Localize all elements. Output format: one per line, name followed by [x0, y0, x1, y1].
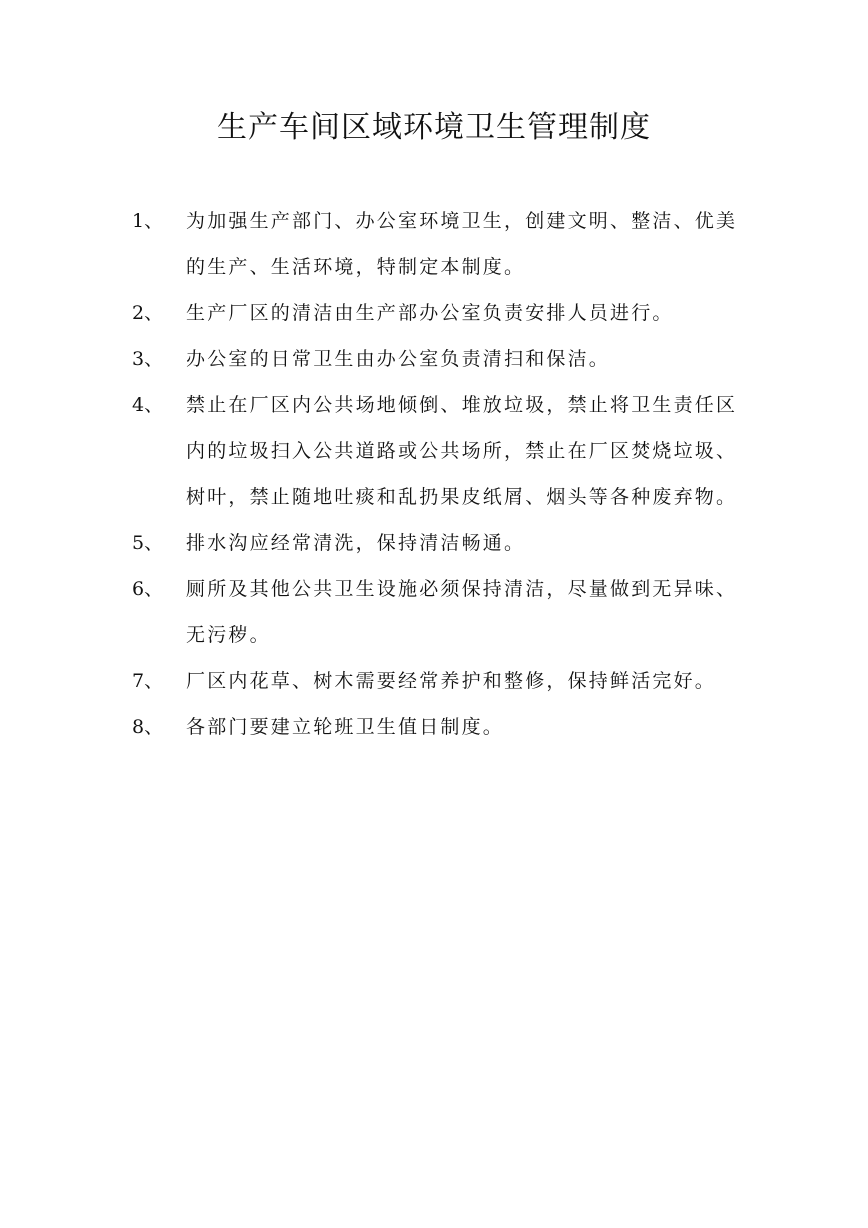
item-number: 5、 [132, 532, 164, 554]
list-item [132, 290, 752, 336]
list-item [132, 658, 752, 704]
document-title: 生产车间区域环境卫生管理制度 [217, 110, 651, 145]
list-item [132, 336, 752, 382]
item-text: 厂区内花草、树木需要经常养护和整修，保持鲜活完好。 [186, 670, 717, 692]
list-item [132, 566, 752, 658]
item-text: 禁止在厂区内公共场地倾倒、堆放垃圾，禁止将卫生责任区内的垃圾扫入公共道路或公共场所，禁止在厂区焚烧垃圾、树叶，禁止随地吐痰和乱扔果皮纸屑、烟头等各种废弃物。 [186, 394, 738, 508]
list-item [132, 198, 752, 290]
item-text: 排水沟应经常清洗，保持清洁畅通。 [186, 532, 526, 554]
item-number: 7、 [132, 670, 164, 692]
item-text: 办公室的日常卫生由办公室负责清扫和保洁。 [186, 348, 611, 370]
list-item [132, 382, 752, 520]
item-text: 生产厂区的清洁由生产部办公室负责安排人员进行。 [186, 302, 674, 324]
item-number: 2、 [132, 302, 164, 324]
item-number: 4、 [132, 394, 164, 416]
item-number: 3、 [132, 348, 164, 370]
item-number: 6、 [132, 578, 164, 600]
list-item [132, 520, 752, 566]
item-text: 为加强生产部门、办公室环境卫生，创建文明、整洁、优美的生产、生活环境，特制定本制度。 [186, 210, 738, 278]
item-number: 8、 [132, 716, 164, 738]
item-text: 厕所及其他公共卫生设施必须保持清洁，尽量做到无异味、无污秽。 [186, 578, 738, 646]
list-item [132, 704, 752, 750]
item-number: 1、 [132, 210, 164, 232]
rules-list [132, 198, 752, 750]
item-text: 各部门要建立轮班卫生值日制度。 [186, 716, 505, 738]
